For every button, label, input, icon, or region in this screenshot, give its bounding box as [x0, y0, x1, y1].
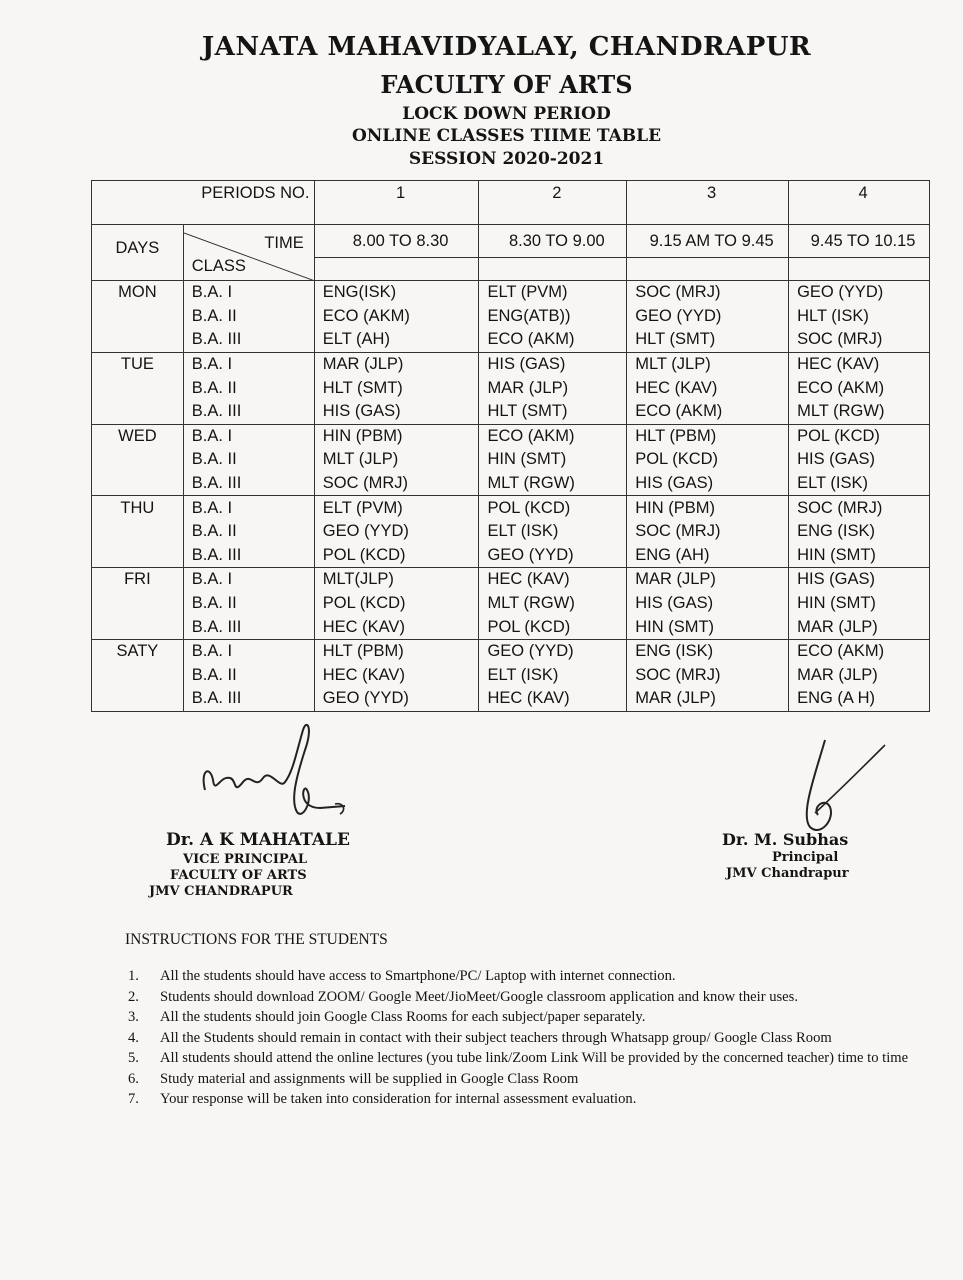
subject-cell: HLT (SMT): [314, 376, 479, 400]
subject-cell: HEC (KAV): [314, 664, 479, 688]
principal-title: Principal: [772, 850, 839, 865]
instruction-item: [128, 1007, 928, 1028]
subject-cell: ELT (AH): [314, 328, 479, 352]
subject-cell: ENG (ISK): [627, 639, 789, 663]
table-row: [92, 305, 930, 329]
subject-cell: HIS (GAS): [627, 592, 789, 616]
subject-cell: HIN (PBM): [627, 496, 789, 520]
subject-cell: HLT (ISK): [789, 305, 930, 329]
subject-cell: MLT (RGW): [789, 400, 930, 424]
class-cell: B.A. I: [183, 568, 314, 592]
class-label: CLASS: [191, 257, 246, 275]
subject-cell: SOC (MRJ): [314, 472, 479, 496]
vice-principal-signature: [185, 720, 365, 830]
instruction-number: 3.: [128, 1009, 139, 1025]
subject-cell: POL (KCD): [627, 448, 789, 472]
subject-cell: POL (KCD): [789, 424, 930, 448]
subject-cell: ELT (ISK): [789, 472, 930, 496]
table-row: [92, 328, 930, 352]
college-name: JANATA MAHAVIDYALAY, CHANDRAPUR: [201, 32, 812, 62]
class-cell: B.A. I: [183, 639, 314, 663]
class-cell: B.A. II: [183, 448, 314, 472]
instruction-text: All the Students should remain in contact with their subject teachers through Whatsapp group/ Google Class Room: [160, 1029, 832, 1046]
class-cell: B.A. II: [183, 305, 314, 329]
instruction-item: [128, 966, 928, 987]
instruction-item: [128, 1028, 928, 1049]
class-cell: B.A. II: [183, 592, 314, 616]
class-cell: B.A. II: [183, 520, 314, 544]
class-cell: B.A. III: [183, 400, 314, 424]
subject-cell: MLT (RGW): [479, 592, 627, 616]
subject-cell: ECO (AKM): [314, 305, 479, 329]
subject-cell: POL (KCD): [479, 615, 627, 639]
time-header-row: [92, 225, 930, 258]
subject-cell: ECO (AKM): [479, 424, 627, 448]
day-cell: [92, 376, 184, 400]
subject-cell: POL (KCD): [314, 592, 479, 616]
instruction-text: Students should download ZOOM/ Google Meet/JioMeet/Google classroom application and know their uses.: [160, 988, 798, 1005]
subject-cell: ELT (PVM): [479, 281, 627, 305]
day-cell: MON: [92, 281, 184, 305]
subject-cell: ENG (AH): [627, 544, 789, 568]
period-number: 4: [789, 181, 930, 225]
subject-cell: MAR (JLP): [789, 615, 930, 639]
subject-cell: SOC (MRJ): [789, 328, 930, 352]
subject-cell: GEO (YYD): [789, 281, 930, 305]
subject-cell: MAR (JLP): [789, 664, 930, 688]
class-cell: B.A. III: [183, 687, 314, 711]
periods-header-row: [92, 181, 930, 225]
table-row: [92, 352, 930, 376]
day-cell: [92, 400, 184, 424]
instruction-text: All students should attend the online lectures (you tube link/Zoom Link Will be provided by the concerned teacher) time to time: [160, 1050, 909, 1066]
time-slot: 9.15 AM TO 9.45: [627, 225, 789, 258]
table-row: [92, 687, 930, 711]
subject-cell: HLT (SMT): [479, 400, 627, 424]
instruction-number: 6.: [128, 1070, 139, 1087]
subject-cell: MLT(JLP): [314, 568, 479, 592]
subject-cell: HEC (KAV): [479, 568, 627, 592]
subject-cell: HLT (PBM): [314, 639, 479, 663]
table-row: [92, 424, 930, 448]
table-row: [92, 544, 930, 568]
class-cell: B.A. I: [183, 496, 314, 520]
subject-cell: HEC (KAV): [314, 615, 479, 639]
subject-cell: MAR (JLP): [314, 352, 479, 376]
instruction-item: [128, 1048, 928, 1069]
instruction-number: 2.: [128, 988, 139, 1005]
day-cell: [92, 544, 184, 568]
vice-principal-dept: FACULTY OF ARTS: [170, 868, 307, 883]
subject-cell: GEO (YYD): [314, 687, 479, 711]
table-row: [92, 568, 930, 592]
instruction-item: [128, 987, 928, 1008]
period-number: 3: [627, 181, 789, 225]
faculty-title: FACULTY OF ARTS: [380, 70, 633, 99]
subject-cell: ECO (AKM): [479, 328, 627, 352]
class-cell: B.A. III: [183, 615, 314, 639]
table-row: [92, 639, 930, 663]
subject-cell: GEO (YYD): [627, 305, 789, 329]
principal-name: Dr. M. Subhas: [722, 830, 849, 849]
day-cell: [92, 448, 184, 472]
subject-cell: MLT (JLP): [627, 352, 789, 376]
day-cell: SATY: [92, 639, 184, 663]
subject-cell: ELT (ISK): [479, 520, 627, 544]
subject-cell: MLT (JLP): [314, 448, 479, 472]
subject-cell: MAR (JLP): [627, 568, 789, 592]
instructions-title: INSTRUCTIONS FOR THE STUDENTS: [125, 931, 388, 948]
subject-cell: MAR (JLP): [627, 687, 789, 711]
subtitle-timetable: ONLINE CLASSES TIIME TABLE: [351, 126, 662, 146]
subject-cell: SOC (MRJ): [627, 520, 789, 544]
subject-cell: HIN (SMT): [627, 615, 789, 639]
subject-cell: ENG (A H): [789, 687, 930, 711]
instructions-list: [128, 966, 928, 1110]
day-cell: [92, 305, 184, 329]
time-slot: 8.00 TO 8.30: [314, 225, 479, 258]
day-cell: TUE: [92, 352, 184, 376]
subject-cell: ENG(ATB)): [479, 305, 627, 329]
subtitle-session: SESSION 2020-2021: [408, 149, 605, 169]
table-row: [92, 592, 930, 616]
instruction-number: 4.: [128, 1029, 139, 1046]
day-cell: [92, 592, 184, 616]
subject-cell: HIS (GAS): [789, 568, 930, 592]
subject-cell: HLT (SMT): [627, 328, 789, 352]
subject-cell: HIN (SMT): [479, 448, 627, 472]
subject-cell: POL (KCD): [314, 544, 479, 568]
subject-cell: HIN (SMT): [789, 544, 930, 568]
day-cell: WED: [92, 424, 184, 448]
class-cell: B.A. I: [183, 281, 314, 305]
subject-cell: ECO (AKM): [627, 400, 789, 424]
day-cell: [92, 472, 184, 496]
principal-signature: [770, 735, 890, 845]
class-cell: B.A. I: [183, 424, 314, 448]
table-row: [92, 664, 930, 688]
time-slot: 9.45 TO 10.15: [789, 225, 930, 258]
principal-org: JMV Chandrapur: [726, 866, 849, 881]
subject-cell: HIS (GAS): [789, 448, 930, 472]
subject-cell: GEO (YYD): [314, 520, 479, 544]
period-number: 1: [314, 181, 479, 225]
table-row: [92, 615, 930, 639]
time-label: TIME: [264, 234, 304, 252]
subject-cell: ECO (AKM): [789, 639, 930, 663]
day-cell: [92, 328, 184, 352]
table-row: [92, 496, 930, 520]
subject-cell: ENG (ISK): [789, 520, 930, 544]
vice-principal-name: Dr. A K MAHATALE: [166, 830, 350, 850]
class-cell: B.A. II: [183, 664, 314, 688]
vice-principal-title: VICE PRINCIPAL: [183, 852, 307, 867]
subject-cell: HLT (PBM): [627, 424, 789, 448]
vice-principal-org: JMV CHANDRAPUR: [149, 884, 293, 899]
instruction-item: [128, 1069, 928, 1090]
days-label: DAYS: [92, 225, 184, 258]
subject-cell: ELT (PVM): [314, 496, 479, 520]
timetable: [91, 180, 930, 712]
class-cell: B.A. I: [183, 352, 314, 376]
subject-cell: ELT (ISK): [479, 664, 627, 688]
subject-cell: POL (KCD): [479, 496, 627, 520]
subject-cell: GEO (YYD): [479, 544, 627, 568]
subject-cell: HIS (GAS): [479, 352, 627, 376]
subject-cell: HEC (KAV): [479, 687, 627, 711]
instruction-number: 7.: [128, 1091, 139, 1107]
subject-cell: SOC (MRJ): [627, 281, 789, 305]
instruction-number: 1.: [128, 968, 139, 984]
subject-cell: HIS (GAS): [314, 400, 479, 424]
time-slot: 8.30 TO 9.00: [479, 225, 627, 258]
instruction-text: All the students should have access to Smartphone/PC/ Laptop with internet connection.: [160, 968, 676, 984]
day-cell: [92, 664, 184, 688]
period-number: 2: [479, 181, 627, 225]
subject-cell: SOC (MRJ): [627, 664, 789, 688]
instruction-item: [128, 1089, 928, 1110]
instruction-number: 5.: [128, 1050, 139, 1066]
periods-label: PERIODS NO.: [183, 181, 314, 225]
instruction-text: All the students should join Google Class Rooms for each subject/paper separately.: [160, 1009, 646, 1025]
subject-cell: ECO (AKM): [789, 376, 930, 400]
table-row: [92, 376, 930, 400]
table-row: [92, 281, 930, 305]
subject-cell: HIS (GAS): [627, 472, 789, 496]
instruction-text: Your response will be taken into consideration for internal assessment evaluation.: [160, 1091, 637, 1107]
subject-cell: ENG(ISK): [314, 281, 479, 305]
subject-cell: MLT (RGW): [479, 472, 627, 496]
table-row: [92, 400, 930, 424]
class-cell: B.A. III: [183, 328, 314, 352]
day-cell: [92, 687, 184, 711]
subject-cell: HEC (KAV): [789, 352, 930, 376]
subtitle-lockdown: LOCK DOWN PERIOD: [402, 104, 611, 124]
day-cell: THU: [92, 496, 184, 520]
subject-cell: HIN (PBM): [314, 424, 479, 448]
table-row: [92, 448, 930, 472]
table-row: [92, 472, 930, 496]
subject-cell: GEO (YYD): [479, 639, 627, 663]
subject-cell: HIN (SMT): [789, 592, 930, 616]
subject-cell: SOC (MRJ): [789, 496, 930, 520]
time-class-diagonal-cell: [183, 225, 314, 281]
class-cell: B.A. III: [183, 544, 314, 568]
day-cell: FRI: [92, 568, 184, 592]
class-cell: B.A. III: [183, 472, 314, 496]
day-cell: [92, 615, 184, 639]
subject-cell: HEC (KAV): [627, 376, 789, 400]
class-cell: B.A. II: [183, 376, 314, 400]
instruction-text: Study material and assignments will be supplied in Google Class Room: [160, 1070, 579, 1087]
table-row: [92, 520, 930, 544]
day-cell: [92, 520, 184, 544]
subject-cell: MAR (JLP): [479, 376, 627, 400]
